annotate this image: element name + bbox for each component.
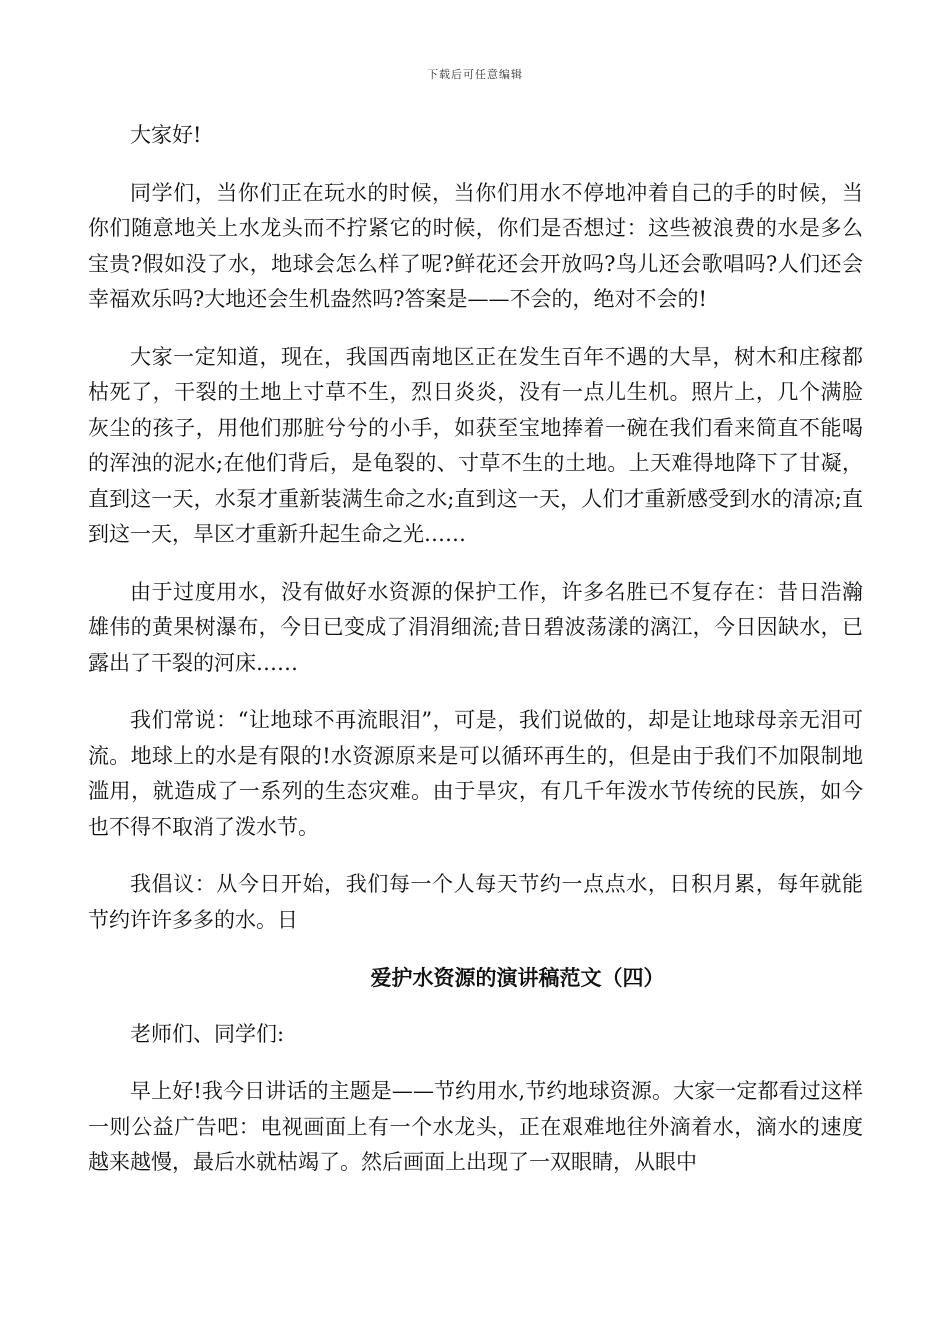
section-title: 爱护水资源的演讲稿范文（四） [370,965,665,990]
paragraph-2: 大家一定知道，现在，我国西南地区正在发生百年不遇的大旱，树木和庄稼都枯死了，干裂的土地上寸草不生，烈日炎炎，没有一点儿生机。照片上，几个满脸灰尘的孩子，用他们那脏兮兮的小手，如获至宝地捧着一碗在我们看来简直不能喝的浑浊的泥水;在他们背后，是龟裂的、寸草不生的土地。上天难得地降下了甘凝，直到这一天，水泵才重新装满生命之水;直到这一天，人们才重新感受到水的清凉;直到这一天，旱区才重新升起生命之光…… [88,344,863,546]
header-note: 下载后可任意编辑 [427,68,523,81]
salutation-paragraph: 老师们、同学们: [130,1021,285,1046]
paragraph-3: 由于过度用水，没有做好水资源的保护工作，许多名胜已不复存在：昔日浩瀚雄伟的黄果树瀑布，今日已变成了涓涓细流;昔日碧波荡漾的漓江，今日因缺水，已露出了干裂的河床…… [88,579,863,675]
document-body [88,118,863,1203]
paragraph-1: 同学们，当你们正在玩水的时候，当你们用水不停地冲着自己的手的时候，当你们随意地关上水龙头而不拧紧它的时候，你们是否想过：这些被浪费的水是多么宝贵?假如没了水，地球会怎么样了呢?鲜花还会开放吗?鸟儿还会歌唱吗?人们还会幸福欢乐吗?大地还会生机盎然吗?答案是——不会的，绝对不会的! [88,180,863,311]
paragraph-4: 我们常说：“让地球不再流眼泪”，可是，我们说做的，却是让地球母亲无泪可流。地球上的水是有限的!水资源原来是可以循环再生的，但是由于我们不加限制地滥用，就造成了一系列的生态灾难。由于旱灾，有几千年泼水节传统的民族，如今也不得不取消了泼水节。 [88,708,863,839]
greeting-paragraph: 大家好! [130,123,202,147]
paragraph-6: 早上好!我今日讲话的主题是——节约用水,节约地球资源。大家一定都看过这样一则公益广告吧：电视画面上有一个水龙头，正在艰难地往外滴着水，滴水的速度越来越慢，最后水就枯竭了。然后画面上出现了一双眼睛，从眼中 [88,1079,863,1174]
paragraph-5: 我倡议：从今日开始，我们每一个人每天节约一点点水，日积月累，每年就能节约许许多多的水。日 [88,872,863,932]
